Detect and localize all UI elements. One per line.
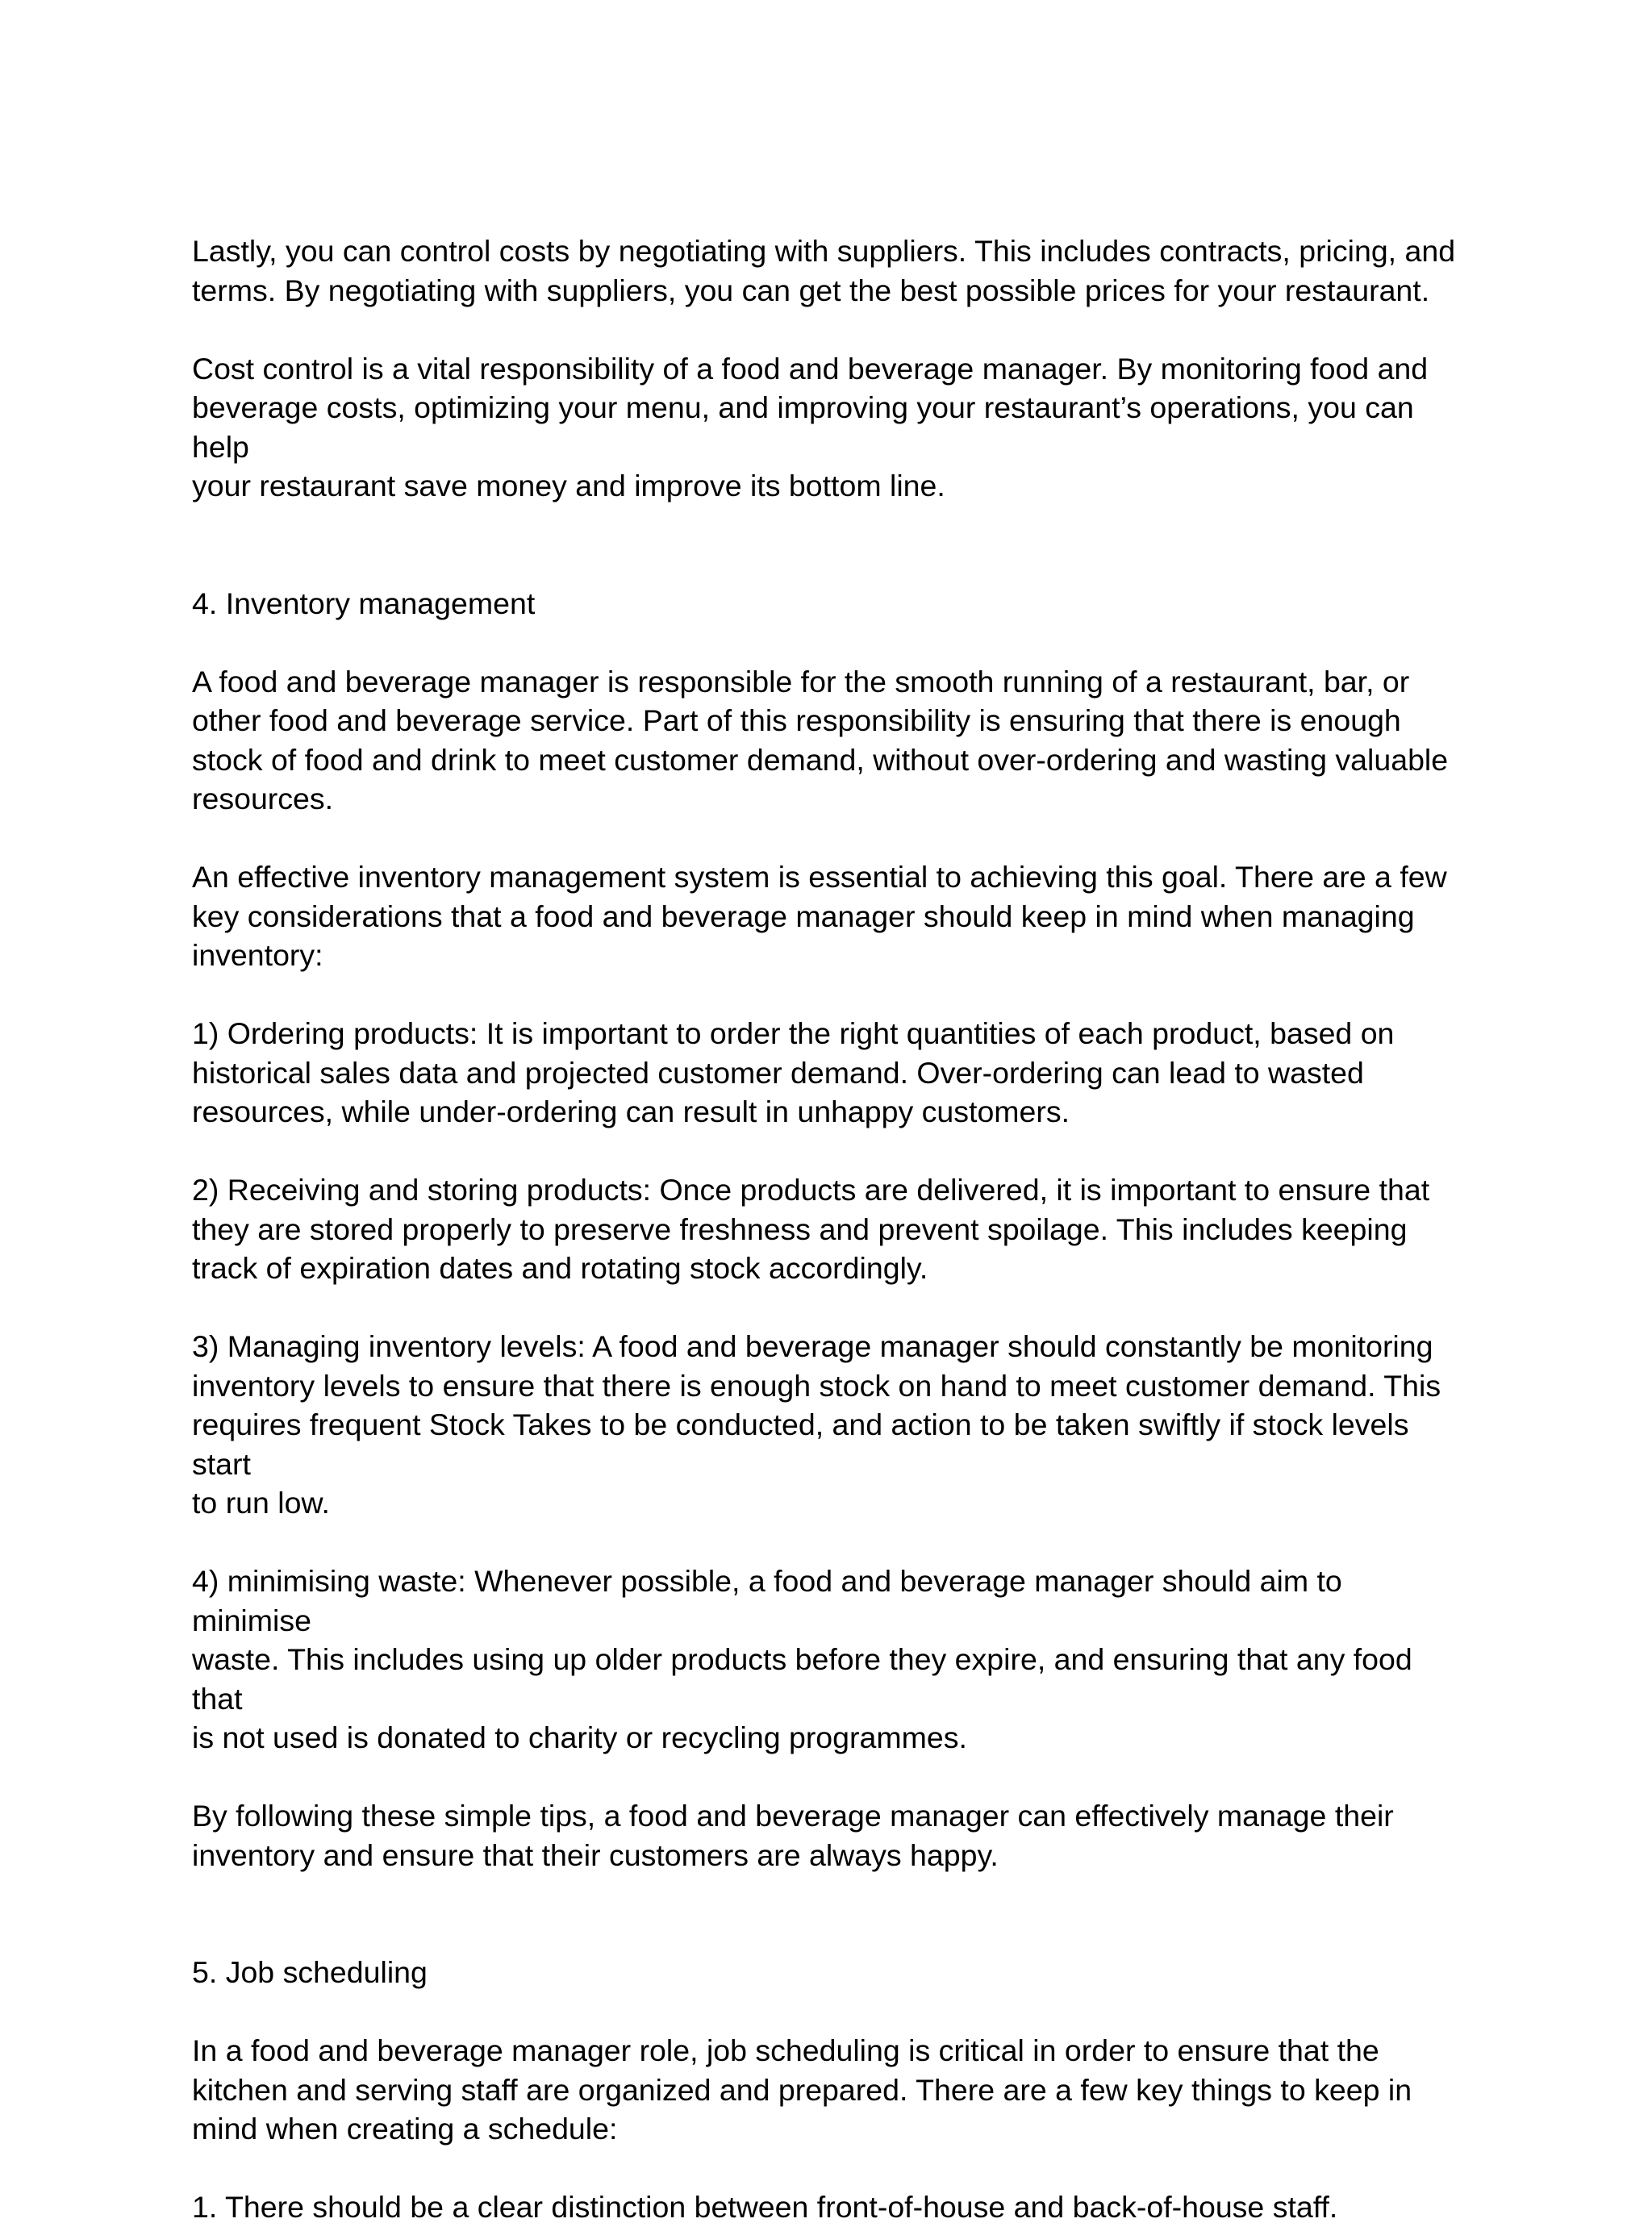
list-item-ordering-products: 1) Ordering products: It is important to order the right quantities of each product, based on historical sales data and projected customer demand. Over-ordering can lead to wasted resources, while under-ordering can result in unhappy customers. bbox=[192, 1016, 1395, 1128]
list-item-managing-levels: 3) Managing inventory levels: A food and beverage manager should constantly be monitoring inventory levels to ensure that there is enough stock on hand to meet customer demand. This requires frequent Stock Takes to be conducted, and action to be taken swiftly if stock levels start to run low. bbox=[192, 1329, 1441, 1520]
list-item-staff-distinction: 1. There should be a clear distinction between front-of-house and back-of-house staff. bbox=[192, 2190, 1338, 2224]
section-inventory-management bbox=[192, 544, 1466, 819]
paragraph-negotiating-suppliers: Lastly, you can control costs by negotiating with suppliers. This includes contracts, pricing, and terms. By negotiating with suppliers, you can get the best possible prices for your restaurant. bbox=[192, 234, 1456, 307]
section-intro-inventory: A food and beverage manager is responsible for the smooth running of a restaurant, bar, or other food and beverage service. Part of this responsibility is ensuring that there is enough stock of food and drink to meet customer demand, without over-ordering and wasting valuable resources. bbox=[192, 664, 1449, 815]
paragraph-inventory-considerations: An effective inventory management system is essential to achieving this goal. There are a few key considerations that a food and beverage manager should keep in mind when managing inventory: bbox=[192, 860, 1447, 972]
list-item-minimising-waste: 4) minimising waste: Whenever possible, a food and beverage manager should aim to minimise waste. This includes using up older products before they expire, and ensuring that any food that is not used is donated to charity or recycling programmes. bbox=[192, 1564, 1412, 1754]
list-item-receiving-storing: 2) Receiving and storing products: Once products are delivered, it is important to ensure that they are stored properly to preserve freshness and prevent spoilage. This includes keeping track of expiration dates and rotating stock accordingly. bbox=[192, 1173, 1430, 1285]
section-intro-scheduling: In a food and beverage manager role, job scheduling is critical in order to ensure that the kitchen and serving staff are organized and prepared. There are a few key things to keep in mind when creating a schedule: bbox=[192, 2033, 1412, 2146]
section-heading-scheduling: 5. Job scheduling bbox=[192, 1955, 428, 1989]
section-job-scheduling bbox=[192, 1914, 1466, 2149]
section-heading-inventory: 4. Inventory management bbox=[192, 586, 536, 620]
paragraph-cost-control-summary: Cost control is a vital responsibility of a food and beverage manager. By monitoring food and beverage costs, optimizing your menu, and improving your restaurant’s operations, you can help your restaurant save money and improve its bottom line. bbox=[192, 351, 1429, 503]
document-page bbox=[192, 231, 1466, 2227]
paragraph-inventory-conclusion: By following these simple tips, a food and beverage manager can effectively manage their inventory and ensure that their customers are always happy. bbox=[192, 1799, 1394, 1872]
